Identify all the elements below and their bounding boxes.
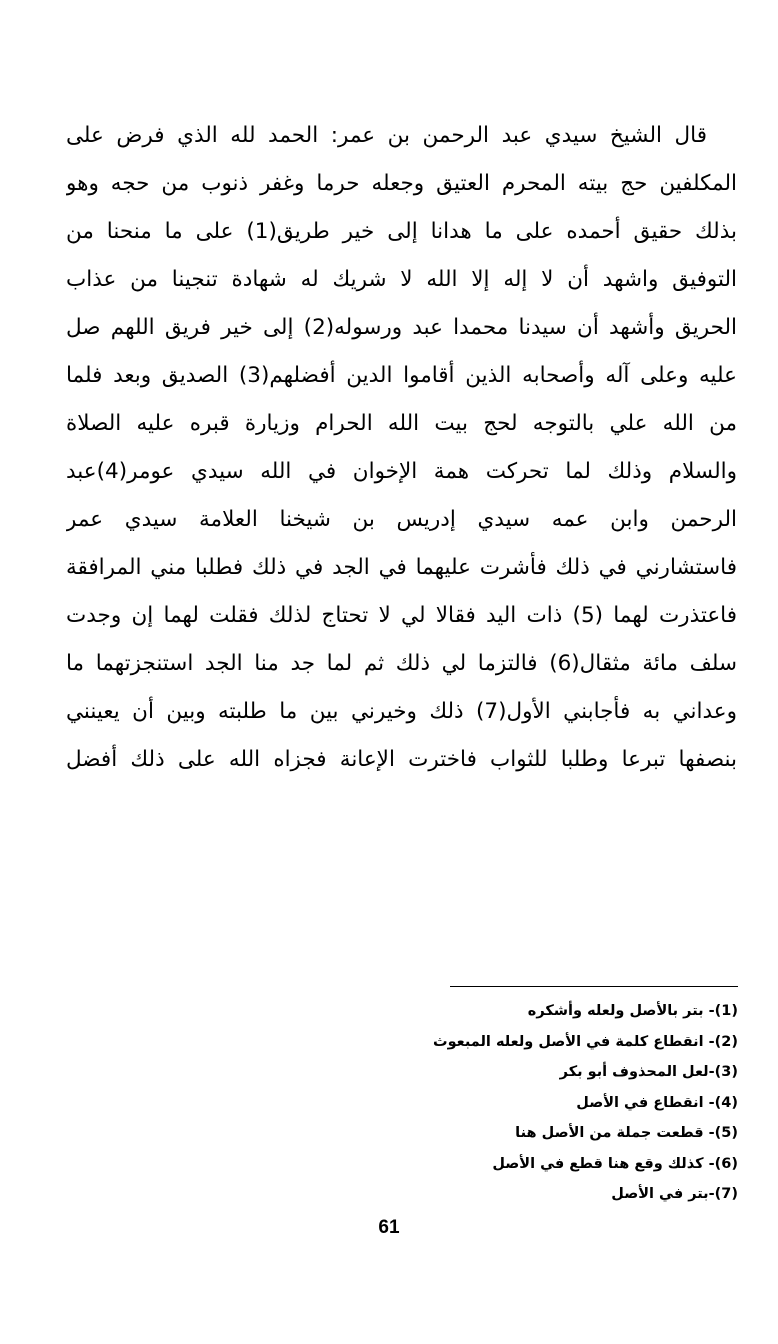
text-line: وعداني به فأجابني الأول(7) ذلك وخيرني بين ما طلبته وبين أن يعينني (66, 699, 737, 724)
main-text (66, 112, 737, 784)
text-line: بذلك حقيق أحمده على ما هدانا إلى خير طريق(1) على ما منحنا من (66, 219, 737, 244)
text-line: فاستشارني في ذلك فأشرت عليهما في الجد في ذلك فطلبا مني المرافقة (66, 555, 737, 580)
text-line: الحريق وأشهد أن سيدنا محمدا عبد ورسوله(2) إلى خير فريق اللهم صل (66, 315, 737, 340)
text-line: فاعتذرت لهما (5) ذات اليد فقالا لي لا تحتاج لذلك فقلت لهما إن وجدت (66, 603, 737, 628)
text-line: سلف مائة مثقال(6) فالتزما لي ذلك ثم لما جد منا الجد استنجزتهما ما (66, 651, 737, 676)
text-line: الرحمن وابن عمه سيدي إدريس بن شيخنا العلامة سيدي عمر (66, 507, 737, 532)
text-line: عليه وعلى آله وأصحابه الذين أقاموا الدين أفضلهم(3) الصديق وبعد فلما (66, 363, 737, 388)
footnote-item: (3)-لعل المحذوف أبو بكر (559, 1064, 738, 1080)
footnote-item: (4)- انقطاع في الأصل (576, 1094, 738, 1111)
footnote-item: (5)- قطعت جملة من الأصل هنا (515, 1125, 738, 1141)
text-line: المكلفين حج بيته المحرم العتيق وجعله حرما وغفر ذنوب من حجه وهو (66, 171, 737, 196)
text-line: بنصفها تبرعا وطلبا للثواب فاخترت الإعانة فجزاه الله على ذلك أفضل (66, 747, 737, 772)
footnotes (300, 996, 738, 1210)
footnote-item: (1)- بتر بالأصل ولعله وأشكره (527, 1003, 738, 1019)
page-number: 61 (378, 1217, 400, 1238)
text-line: من الله علي بالتوجه لحج بيت الله الحرام وزيارة قبره عليه الصلاة (66, 411, 737, 436)
text-line: والسلام وذلك لما تحركت همة الإخوان في الله سيدي عومر(4)عبد (66, 459, 737, 484)
footnote-item: (2)- انقطاع كلمة في الأصل ولعله المبعوث (433, 1033, 738, 1050)
text-line: التوفيق واشهد أن لا إله إلا الله لا شريك له شهادة تنجينا من عذاب (66, 267, 737, 292)
footnote-item: (7)-بتر في الأصل (611, 1186, 738, 1202)
text-line-content: قال الشيخ سيدي عبد الرحمن بن عمر: الحمد لله الذي فرض على (66, 123, 707, 148)
text-line (66, 112, 737, 160)
footnote-item: (6)- كذلك وقع هنا قطع في الأصل (492, 1155, 738, 1172)
footnote-separator (450, 986, 738, 987)
